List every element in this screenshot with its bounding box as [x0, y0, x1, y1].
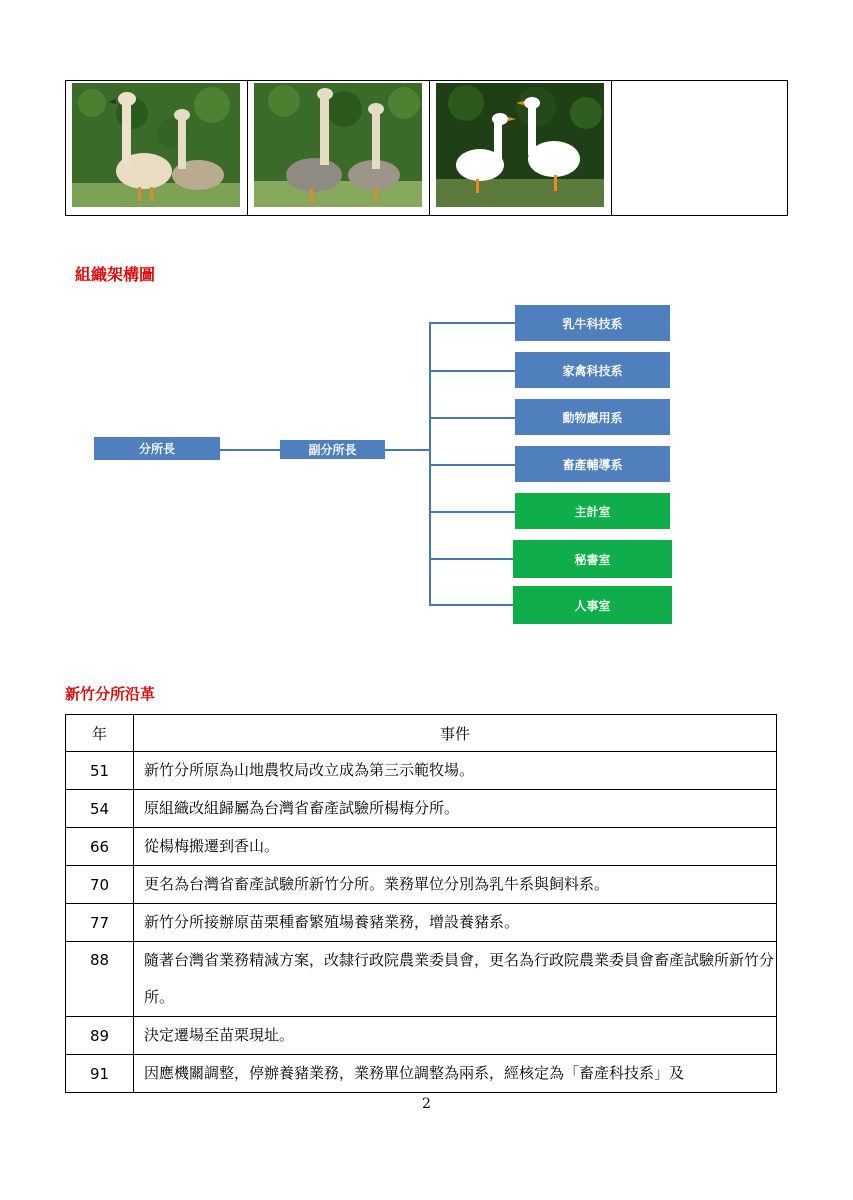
header-event: 事件 — [134, 715, 777, 752]
connector-branch — [429, 464, 515, 466]
row-event: 新竹分所原為山地農牧局改立成為第三示範牧場。 — [134, 752, 777, 790]
goose-photo-icon — [436, 83, 604, 207]
header-year: 年 — [66, 715, 134, 752]
row-year: 66 — [66, 828, 134, 866]
org-box-unit: 人事室 — [513, 586, 672, 624]
row-event: 新竹分所接辦原苗栗種畜繁殖場養豬業務，增設養豬系。 — [134, 904, 777, 942]
goose-photo-icon — [72, 83, 240, 207]
org-chart-title: 組織架構圖 — [75, 265, 156, 284]
table-header-row — [66, 715, 777, 752]
table-row — [66, 904, 777, 942]
connector-deputy-trunk — [385, 449, 430, 451]
goose-photo-icon — [254, 83, 422, 207]
goose-photo-2 — [254, 83, 422, 207]
row-year: 70 — [66, 866, 134, 904]
goose-photo-3 — [436, 83, 604, 207]
row-year: 88 — [66, 942, 134, 1017]
photo-cell — [430, 81, 612, 215]
org-box-unit: 乳牛科技系 — [515, 305, 670, 341]
row-event: 因應機關調整，停辦養豬業務，業務單位調整為兩系，經核定為「畜產科技系」及 — [134, 1055, 777, 1093]
row-year: 91 — [66, 1055, 134, 1093]
row-year: 77 — [66, 904, 134, 942]
table-row — [66, 1055, 777, 1093]
photo-cell — [66, 81, 248, 215]
row-event: 決定遷場至苗栗現址。 — [134, 1017, 777, 1055]
photo-cell-empty — [612, 81, 787, 215]
connector-branch — [429, 604, 513, 606]
row-year: 54 — [66, 790, 134, 828]
org-box-unit: 家禽科技系 — [515, 352, 670, 388]
goose-photo-1 — [72, 83, 240, 207]
connector-trunk — [429, 322, 431, 606]
table-row — [66, 752, 777, 790]
table-row — [66, 1017, 777, 1055]
table-row — [66, 790, 777, 828]
connector-branch — [429, 322, 515, 324]
row-event: 更名為台灣省畜產試驗所新竹分所。業務單位分別為乳牛系與飼料系。 — [134, 866, 777, 904]
history-table — [65, 714, 777, 1093]
org-box-director: 分所長 — [94, 437, 220, 460]
table-row — [66, 942, 777, 1017]
org-box-unit: 畜產輔導系 — [515, 446, 670, 482]
row-year: 89 — [66, 1017, 134, 1055]
org-box-unit: 秘書室 — [513, 540, 672, 578]
org-box-unit: 動物應用系 — [515, 399, 670, 435]
row-event: 隨著台灣省業務精減方案，改隸行政院農業委員會，更名為行政院農業委員會畜產試驗所新竹分所。 — [134, 942, 777, 1017]
photo-cell — [248, 81, 430, 215]
connector-branch — [429, 558, 513, 560]
photo-table — [65, 80, 788, 216]
connector-branch — [429, 370, 515, 372]
table-row — [66, 866, 777, 904]
connector-root-deputy — [220, 449, 280, 451]
connector-branch — [429, 511, 515, 513]
org-box-unit: 主計室 — [515, 493, 670, 529]
page-number: 2 — [422, 1096, 431, 1112]
row-event: 從楊梅搬遷到香山。 — [134, 828, 777, 866]
history-title: 新竹分所沿革 — [65, 685, 156, 703]
row-event: 原組織改組歸屬為台灣省畜產試驗所楊梅分所。 — [134, 790, 777, 828]
connector-branch — [429, 417, 515, 419]
table-row — [66, 828, 777, 866]
org-box-deputy: 副分所長 — [280, 440, 385, 459]
row-year: 51 — [66, 752, 134, 790]
